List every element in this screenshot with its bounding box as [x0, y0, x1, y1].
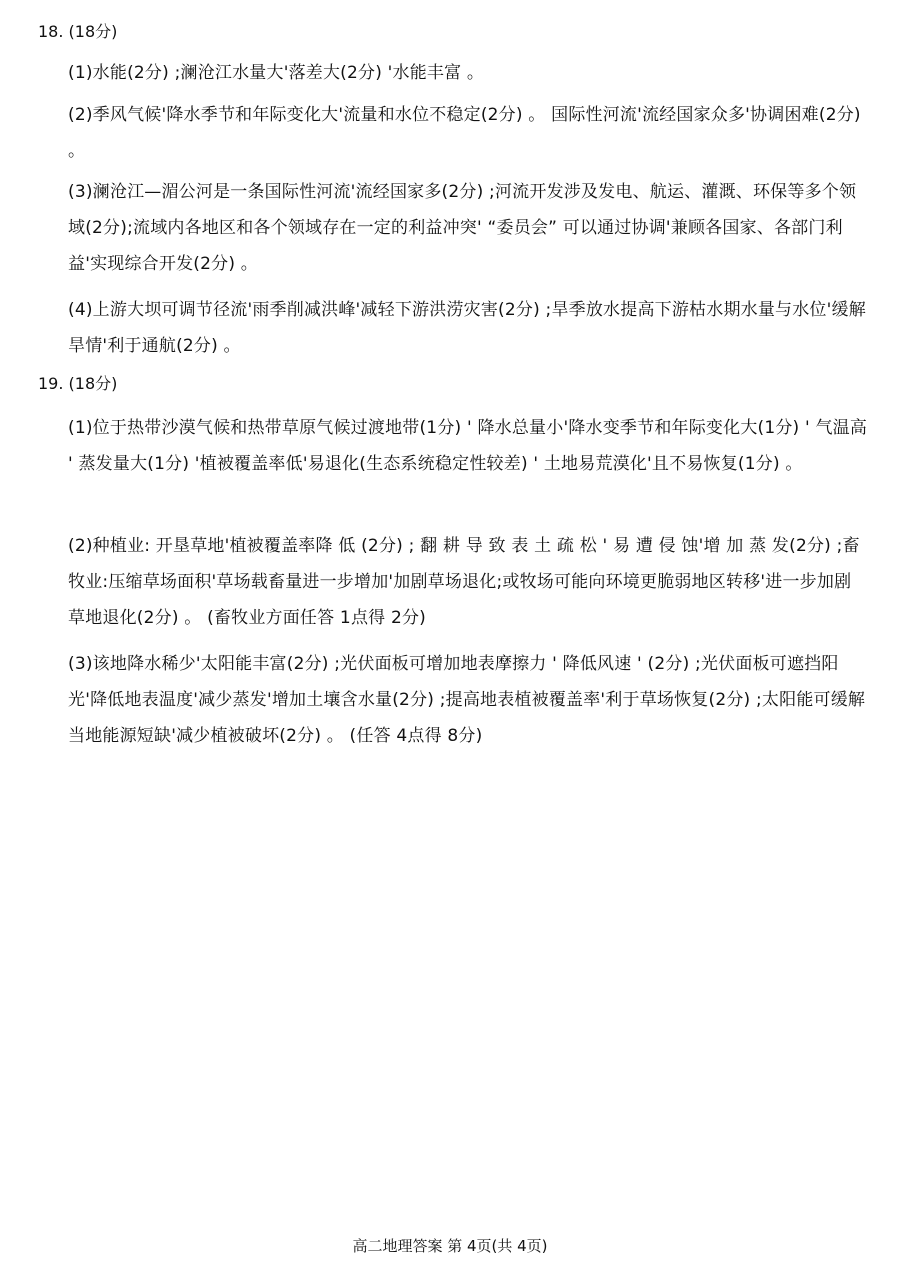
question-number: 19. (18分) — [38, 374, 118, 393]
question-18-title — [38, 20, 868, 44]
question-19-part-1: (1)位于热带沙漠气候和热带草原气候过渡地带(1分) ' 降水总量小'降水变季节和年际变化大(1分) ' 气温高 ' 蒸发量大(1分) '植被覆盖率低'易退化(生态系统稳定性较差) ' 土地易荒漠化'且不易恢复(1分) 。 — [68, 418, 868, 474]
question-18-part-4: (4)上游大坝可调节径流'雨季削减洪峰'减轻下游洪涝灾害(2分) ;旱季放水提高下游枯水期水量与水位'缓解旱情'利于通航(2分) 。 — [68, 300, 866, 356]
question-number: 18. (18分) — [38, 22, 118, 41]
question-19-part-3: (3)该地降水稀少'太阳能丰富(2分) ;光伏面板可增加地表摩擦力 ' 降低风速 ' (2分) ;光伏面板可遮挡阳光'降低地表温度'减少蒸发'增加土壤含水量(2分) ;提高地表植被覆盖率'利于草场恢复(2分) ;太阳能可缓解当地能源短缺'减少植被破坏(2分) 。 (任答 4点得 8分) — [68, 654, 866, 746]
question-19-title — [38, 372, 868, 396]
question-18-part-3: (3)澜沧江—湄公河是一条国际性河流'流经国家多(2分) ;河流开发涉及发电、航运、灌溉、环保等多个领域(2分);流域内各地区和各个领域存在一定的利益冲突' “委员会” 可以通过协调'兼顾各国家、各部门利益'实现综合开发(2分) 。 — [68, 182, 857, 274]
question-18-part-2: (2)季风气候'降水季节和年际变化大'流量和水位不稳定(2分) 。 国际性河流'流经国家众多'协调困难(2分) 。 — [68, 105, 861, 161]
page-footer: 高二地理答案 第 4页(共 4页) — [352, 1237, 548, 1255]
question-19-part-2: (2)种植业: 开垦草地'植被覆盖率降 低 (2分) ; 翻 耕 导 致 表 土 疏 松 ' 易 遭 侵 蚀'增 加 蒸 发(2分) ;畜牧业:压缩草场面积'草场载畜量进一步增加'加剧草场退化;或牧场可能向环境更脆弱地区转移'进一步加剧草地退化(2分) 。 (畜牧业方面任答 1点得 2分) — [68, 536, 860, 628]
question-18-part-1: (1)水能(2分) ;澜沧江水量大'落差大(2分) '水能丰富 。 — [68, 63, 485, 83]
